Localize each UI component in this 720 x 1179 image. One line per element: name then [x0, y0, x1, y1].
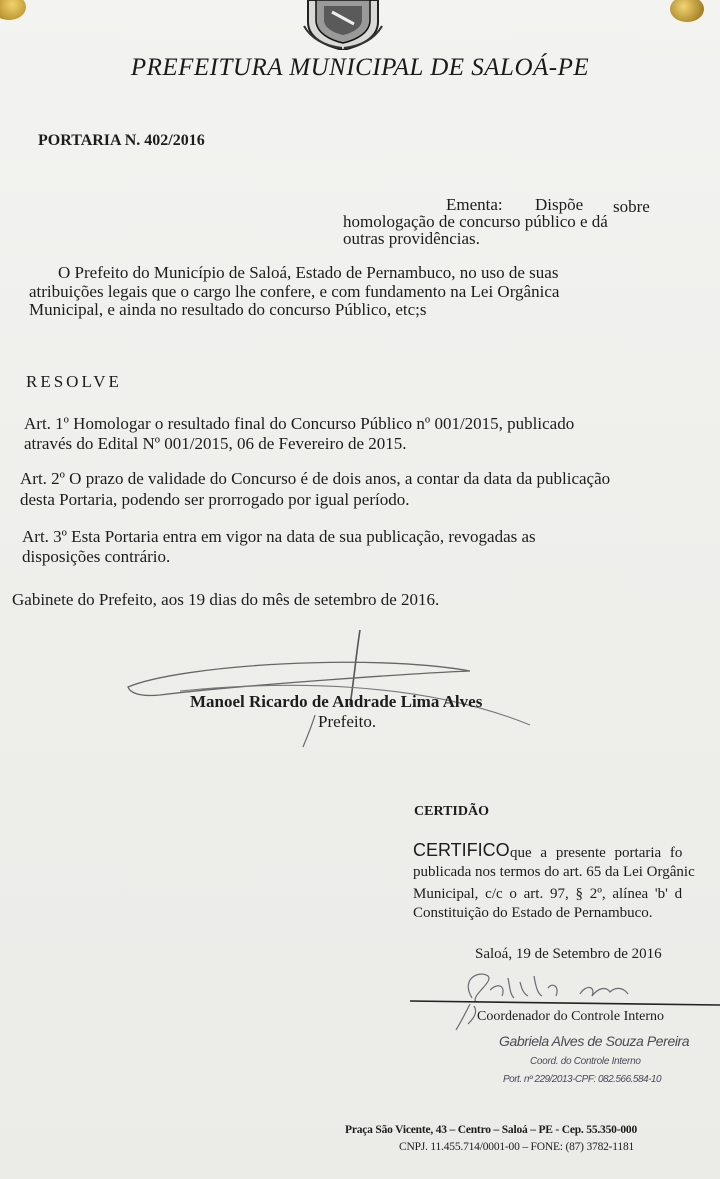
certidao-signer-role: Coordenador do Controle Interno: [477, 1009, 665, 1024]
ementa-line: outras providências.: [343, 229, 480, 248]
certifico-word: CERTIFICO: [413, 840, 510, 860]
municipal-seal-icon: [302, 0, 384, 50]
controller-signature-icon: [410, 968, 720, 1038]
footer-cnpj: CNPJ. 11.455.714/0001-00 – FONE: (87) 3782-1181: [399, 1141, 635, 1153]
closing-line: Gabinete do Prefeito, aos 19 dias do mês de setembro de 2016.: [12, 590, 440, 609]
portaria-number: PORTARIA N. 402/2016: [38, 132, 205, 149]
article-line: Art. 1º Homologar o resultado final do Concurso Público nº 001/2015, publicado: [24, 414, 575, 433]
article-line: desta Portaria, podendo ser prorrogado por igual período.: [20, 490, 410, 509]
ementa-word: sobre: [613, 197, 650, 216]
certidao-heading: CERTIDÃO: [414, 804, 489, 819]
certidao-line: que a presente portaria fo: [510, 845, 683, 861]
footer-address: Praça São Vicente, 43 – Centro – Saloá – PE - Cep. 55.350-000: [345, 1124, 637, 1136]
intro-line: atribuições legais que o cargo lhe confere, e com fundamento na Lei Orgânica: [29, 282, 560, 301]
ementa-line: homologação de concurso público e dá: [343, 212, 608, 231]
certidao-line: publicada nos termos do art. 65 da Lei Orgânic: [413, 864, 695, 880]
stamp-name: Gabriela Alves de Souza Pereira: [499, 1033, 690, 1049]
ementa-label: Ementa:: [446, 195, 503, 214]
resolve-heading: RESOLVE: [26, 372, 122, 391]
ementa-word: Dispõe: [535, 195, 584, 214]
certidao-line: Municipal, c/c o art. 97, § 2º, alínea 'b' d: [413, 886, 683, 902]
intro-line: Municipal, e ainda no resultado do concurso Público, etc;s: [29, 300, 427, 319]
article-line: Art. 2º O prazo de validade do Concurso é de dois anos, a contar da data da publicação: [20, 469, 611, 488]
article-line: Art. 3º Esta Portaria entra em vigor na data de sua publicação, revogadas as: [22, 527, 536, 546]
pushpin-icon: [670, 0, 704, 22]
stamp-role: Coord. do Controle Interno: [530, 1056, 641, 1067]
stamp-doc: Port. nº 229/2013-CPF: 082.566.584-10: [503, 1074, 662, 1085]
pushpin-icon: [0, 0, 26, 20]
intro-line: O Prefeito do Município de Saloá, Estado de Pernambuco, no uso de suas: [58, 263, 559, 282]
certidao-line: Constituição do Estado de Pernambuco.: [413, 905, 653, 921]
article-line: através do Edital Nº 001/2015, 06 de Fevereiro de 2015.: [24, 434, 407, 453]
article-line: disposições contrário.: [22, 547, 171, 566]
mayor-role: Prefeito.: [318, 712, 377, 731]
mayor-name: Manoel Ricardo de Andrade Lima Alves: [190, 692, 483, 711]
certidao-date: Saloá, 19 de Setembro de 2016: [475, 946, 662, 962]
page-title: PREFEITURA MUNICIPAL DE SALOÁ-PE: [130, 54, 590, 81]
